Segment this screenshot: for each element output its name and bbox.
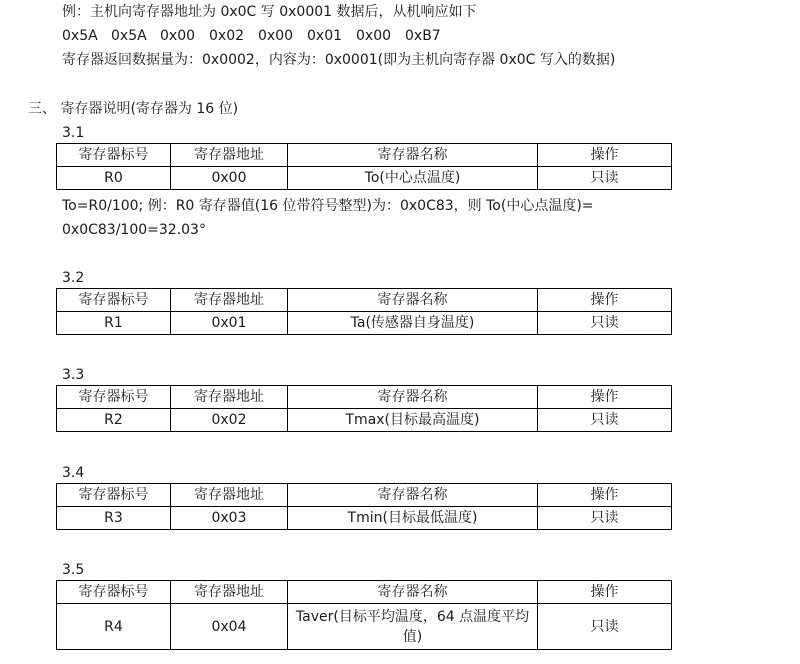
note-line-1: To=R0/100; 例：R0 寄存器值(16 位带符号整型)为：0x0C83，则 To(中心点温度)= (62, 198, 594, 214)
section-title: 三、 寄存器说明(寄存器为 16 位) (28, 101, 239, 117)
header-address: 寄存器地址 (171, 386, 288, 409)
cell-address: 0x03 (171, 507, 288, 530)
table-row (57, 604, 672, 650)
response-bytes (62, 26, 441, 46)
subsection-heading: 3.3 (62, 367, 85, 383)
cell-name: Taver(目标平均温度，64 点温度平均值) (288, 604, 538, 650)
register-table-r1 (56, 288, 672, 335)
response-byte: 0x5A (111, 28, 147, 44)
cell-name: Tmin(目标最低温度) (288, 507, 538, 530)
table-row (57, 409, 672, 432)
header-operation: 操作 (538, 144, 672, 167)
header-number: 寄存器标号 (57, 289, 171, 312)
cell-name: Ta(传感器自身温度) (288, 312, 538, 335)
return-line: 寄存器返回数据量为：0x0002，内容为：0x0001(即为主机向寄存器 0x0C 写入的数据) (62, 52, 616, 68)
header-operation: 操作 (538, 581, 672, 604)
cell-operation: 只读 (538, 312, 672, 335)
header-name: 寄存器名称 (288, 386, 538, 409)
table-header-row (57, 581, 672, 604)
response-byte: 0x01 (307, 28, 343, 44)
cell-number: R0 (57, 167, 171, 190)
header-number: 寄存器标号 (57, 581, 171, 604)
cell-operation: 只读 (538, 604, 672, 650)
header-number: 寄存器标号 (57, 386, 171, 409)
header-name: 寄存器名称 (288, 289, 538, 312)
header-operation: 操作 (538, 484, 672, 507)
cell-number: R3 (57, 507, 171, 530)
header-name: 寄存器名称 (288, 484, 538, 507)
cell-number: R1 (57, 312, 171, 335)
cell-name: Tmax(目标最高温度) (288, 409, 538, 432)
register-table-r3 (56, 483, 672, 530)
subsection-heading: 3.5 (62, 562, 85, 578)
response-byte: 0x00 (258, 28, 294, 44)
cell-name: To(中心点温度) (288, 167, 538, 190)
header-name: 寄存器名称 (288, 144, 538, 167)
header-number: 寄存器标号 (57, 144, 171, 167)
response-byte: 0x00 (160, 28, 196, 44)
table-row (57, 507, 672, 530)
response-byte: 0xB7 (405, 28, 441, 44)
note-line-2: 0x0C83/100=32.03° (62, 222, 206, 238)
cell-operation: 只读 (538, 409, 672, 432)
subsection-heading: 3.1 (62, 125, 85, 141)
subsection-heading: 3.4 (62, 465, 85, 481)
header-operation: 操作 (538, 289, 672, 312)
cell-operation: 只读 (538, 507, 672, 530)
table-row (57, 312, 672, 335)
example-line: 例：主机向寄存器地址为 0x0C 写 0x0001 数据后，从机响应如下 (62, 4, 477, 20)
table-row (57, 167, 672, 190)
cell-number: R2 (57, 409, 171, 432)
response-byte: 0x02 (209, 28, 245, 44)
table-header-row (57, 289, 672, 312)
header-address: 寄存器地址 (171, 289, 288, 312)
cell-operation: 只读 (538, 167, 672, 190)
cell-address: 0x02 (171, 409, 288, 432)
cell-address: 0x04 (171, 604, 288, 650)
register-table-r4 (56, 580, 672, 650)
register-table-r0 (56, 143, 672, 190)
table-header-row (57, 484, 672, 507)
header-operation: 操作 (538, 386, 672, 409)
cell-address: 0x00 (171, 167, 288, 190)
response-byte: 0x00 (356, 28, 392, 44)
subsection-heading: 3.2 (62, 270, 85, 286)
header-address: 寄存器地址 (171, 144, 288, 167)
cell-address: 0x01 (171, 312, 288, 335)
cell-number: R4 (57, 604, 171, 650)
register-table-r2 (56, 385, 672, 432)
table-header-row (57, 144, 672, 167)
table-header-row (57, 386, 672, 409)
header-name: 寄存器名称 (288, 581, 538, 604)
header-address: 寄存器地址 (171, 581, 288, 604)
response-byte: 0x5A (62, 28, 98, 44)
header-address: 寄存器地址 (171, 484, 288, 507)
header-number: 寄存器标号 (57, 484, 171, 507)
